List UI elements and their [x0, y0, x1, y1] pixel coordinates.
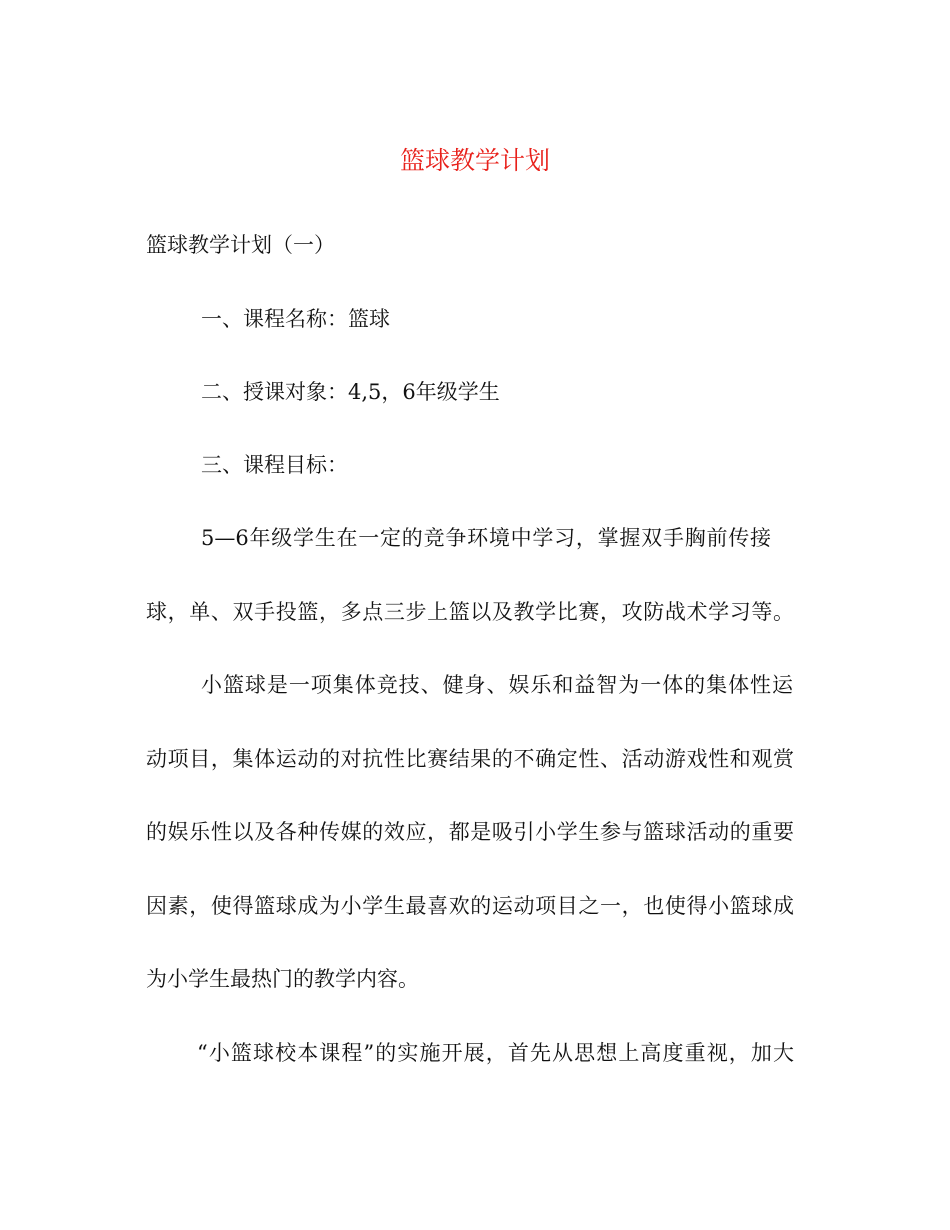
paragraph-line: 三、课程目标： [201, 453, 348, 477]
paragraph-line: 5—6年级学生在一定的竞争环境中学习，掌握双手胸前传接 [201, 526, 771, 550]
section-heading: 篮球教学计划（一） [146, 233, 335, 257]
paragraph-line: “小篮球校本课程”的实施开展，首先从思想上高度重视，加大 [197, 1041, 794, 1065]
document-title: 篮球教学计划 [399, 146, 550, 175]
paragraph-line: 二、授课对象：4,5，6年级学生 [201, 380, 500, 404]
paragraph-line: 因素，使得篮球成为小学生最喜欢的运动项目之一，也使得小篮球成 [146, 894, 794, 918]
paragraph-line: 一、课程名称：篮球 [201, 307, 390, 331]
paragraph-line: 小篮球是一项集体竞技、健身、娱乐和益智为一体的集体性运 [201, 673, 793, 697]
paragraph-line: 动项目，集体运动的对抗性比赛结果的不确定性、活动游戏性和观赏 [146, 747, 794, 771]
paragraph-line: 的娱乐性以及各种传媒的效应，都是吸引小学生参与篮球活动的重要 [146, 820, 794, 844]
paragraph-line: 球，单、双手投篮，多点三步上篮以及教学比赛，攻防战术学习等。 [146, 600, 794, 624]
paragraph-line: 为小学生最热门的教学内容。 [146, 967, 419, 991]
